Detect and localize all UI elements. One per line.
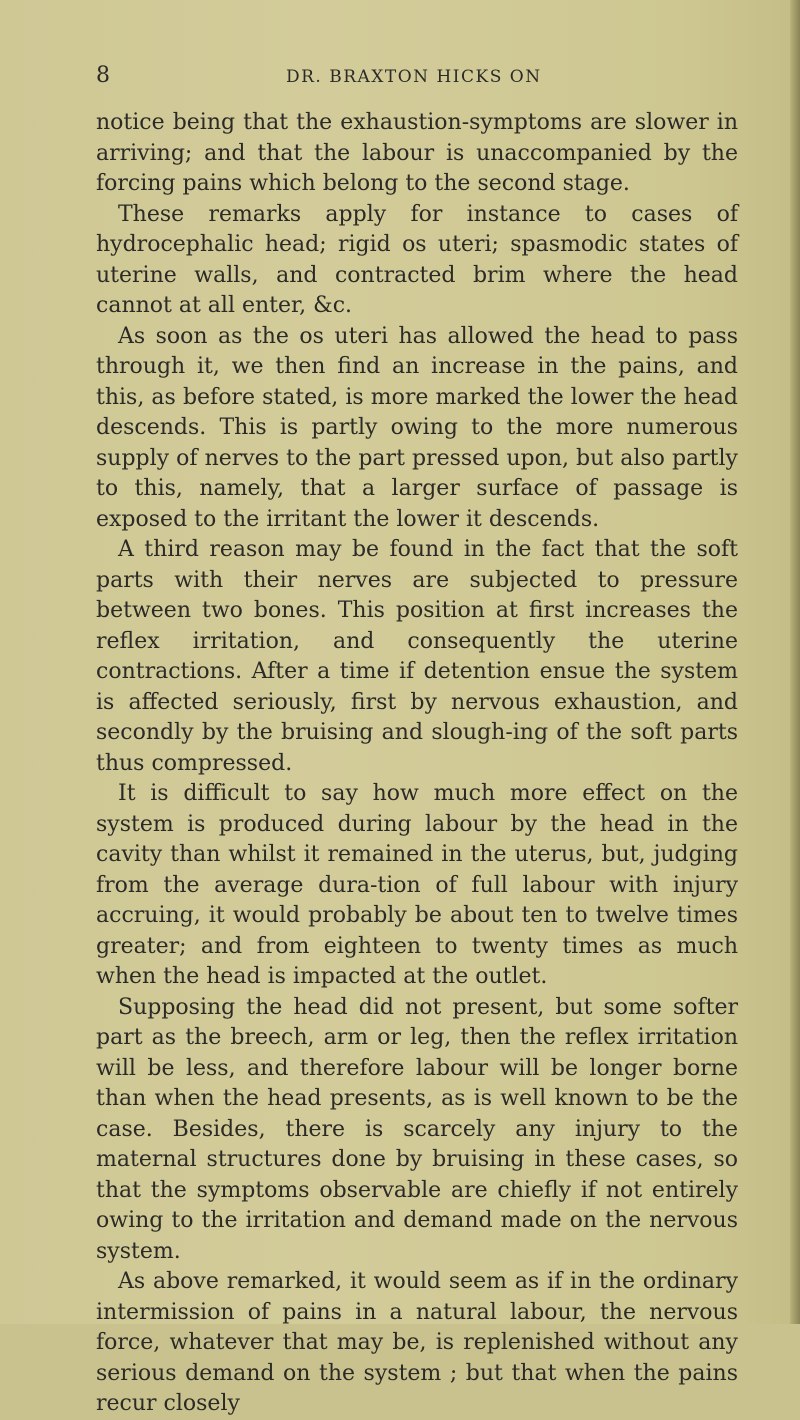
running-head [96,64,736,88]
running-head-title: DR. BRAXTON HICKS ON [286,67,542,87]
page-number: 8 [96,63,110,88]
paragraph: As soon as the os uteri has allowed the head to pass through it, we then find an increase in the pains, and this, as before stated, is more marked the lower the head descends. This is partly owing to the more numerous supply of nerves to the part pressed upon, but also partly to this, namely, that a larger surface of passage is exposed to the irritant the lower it descends. [96,323,738,532]
body-text [96,108,738,1420]
paragraph: A third reason may be found in the fact that the soft parts with their nerves are subjected to pressure between two bones. This position at first increases the reflex irritation, and consequently the uterine contractions. After a time if detention ensue the system is affected seriously, first by nervous exhaustion, and secondly by the bruising and slough-ing of the soft parts thus compressed. [96,537,738,776]
paragraph: These remarks apply for instance to cases of hydrocephalic head; rigid os uteri; spasmodic states of uterine walls, and contracted brim where the head cannot at all enter, &c. [96,201,738,318]
paragraph: It is difficult to say how much more effect on the system is produced during labour by the head in the cavity than whilst it remained in the uterus, but, judging from the average dura-tion of full labour with injury accruing, it would probably be about ten to twelve times greater; and from eighteen to twenty times as much when the head is impacted at the outlet. [96,781,738,989]
paragraph: notice being that the exhaustion-symptoms are slower in arriving; and that the labour is unaccompanied by the forcing pains which belong to the second stage. [96,110,738,196]
page-edge-shadow [790,0,800,1324]
paragraph: Supposing the head did not present, but some softer part as the breech, arm or leg, then the reflex irritation will be less, and therefore labour will be longer borne than when the head presents, as is well known to be the case. Besides, there is scarcely any injury to the maternal structures done by bruising in these cases, so that the symptoms observable are chiefly if not entirely owing to the irritation and demand made on the nervous system. [96,994,738,1264]
paragraph: As above remarked, it would seem as if in the ordinary intermission of pains in a natural labour, the nervous force, whatever that may be, is replenished without any serious demand on the system ; but that when the pains recur closely [96,1269,738,1416]
